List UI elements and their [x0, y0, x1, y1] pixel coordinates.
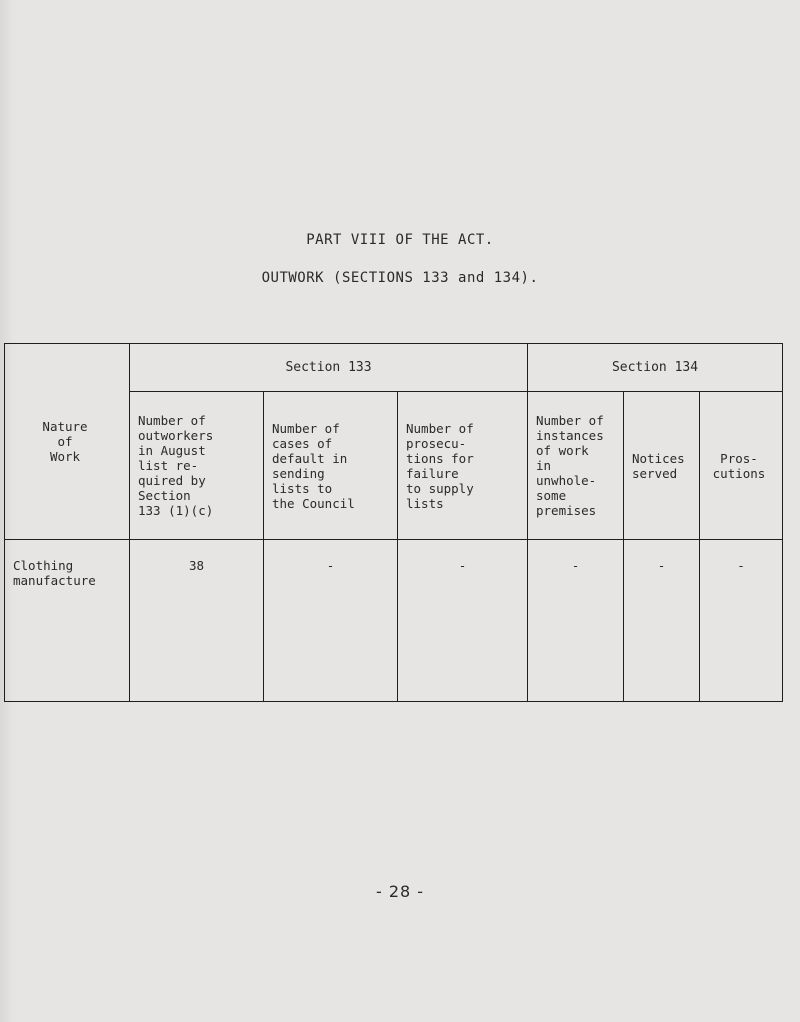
- cell-unwholesome-instances: [528, 540, 624, 702]
- header-prosecutions: [700, 392, 783, 540]
- cell-outworkers: [130, 540, 264, 702]
- header-outworkers-text: Number of outworkers in August list re- quired by Section 133 (1)(c): [138, 413, 214, 518]
- cell-notices-served: [624, 540, 700, 702]
- header-section-134-text: Section 134: [611, 360, 699, 375]
- header-unwholesome-instances-text: Number of instances of work in unwhole- some premises: [536, 413, 604, 518]
- header-default-cases-text: Number of cases of default in sending lists to the Council: [272, 420, 355, 511]
- cell-default-cases: [264, 540, 398, 702]
- cell-prosecutions-lists-text: -: [458, 558, 467, 573]
- header-notices-served: [624, 392, 700, 540]
- cell-default-cases-text: -: [326, 558, 335, 573]
- cell-unwholesome-instances-text: -: [571, 558, 580, 573]
- cell-notices-served-text: -: [657, 558, 666, 573]
- page-number: - 28 -: [375, 882, 425, 901]
- header-section-133: [130, 344, 528, 392]
- section-header-row: [5, 344, 783, 392]
- header-prosecutions-text: Pros- cutions: [712, 450, 766, 481]
- header-unwholesome-instances: [528, 392, 624, 540]
- outwork-table: [4, 343, 783, 702]
- header-prosecutions-lists: [398, 392, 528, 540]
- cell-prosecutions: [700, 540, 783, 702]
- header-notices-served-text: Notices served: [632, 450, 685, 481]
- header-section-133-text: Section 133: [285, 360, 372, 375]
- table-row: [5, 540, 783, 702]
- cell-nature: [5, 540, 130, 702]
- cell-prosecutions-text: -: [737, 558, 745, 573]
- header-outworkers: [130, 392, 264, 540]
- header-default-cases: [264, 392, 398, 540]
- header-nature-of-work: [5, 344, 130, 540]
- header-prosecutions-lists-text: Number of prosecu- tions for failure to supply lists: [406, 420, 474, 511]
- document-title: PART VIII OF THE ACT.: [306, 232, 494, 248]
- cell-nature-text: Clothing manufacture: [13, 558, 96, 588]
- header-nature-of-work-text: Nature of Work: [42, 419, 88, 464]
- cell-outworkers-text: 38: [188, 558, 205, 573]
- document-subtitle: OUTWORK (SECTIONS 133 and 134).: [261, 270, 539, 286]
- header-section-134: [528, 344, 783, 392]
- cell-prosecutions-lists: [398, 540, 528, 702]
